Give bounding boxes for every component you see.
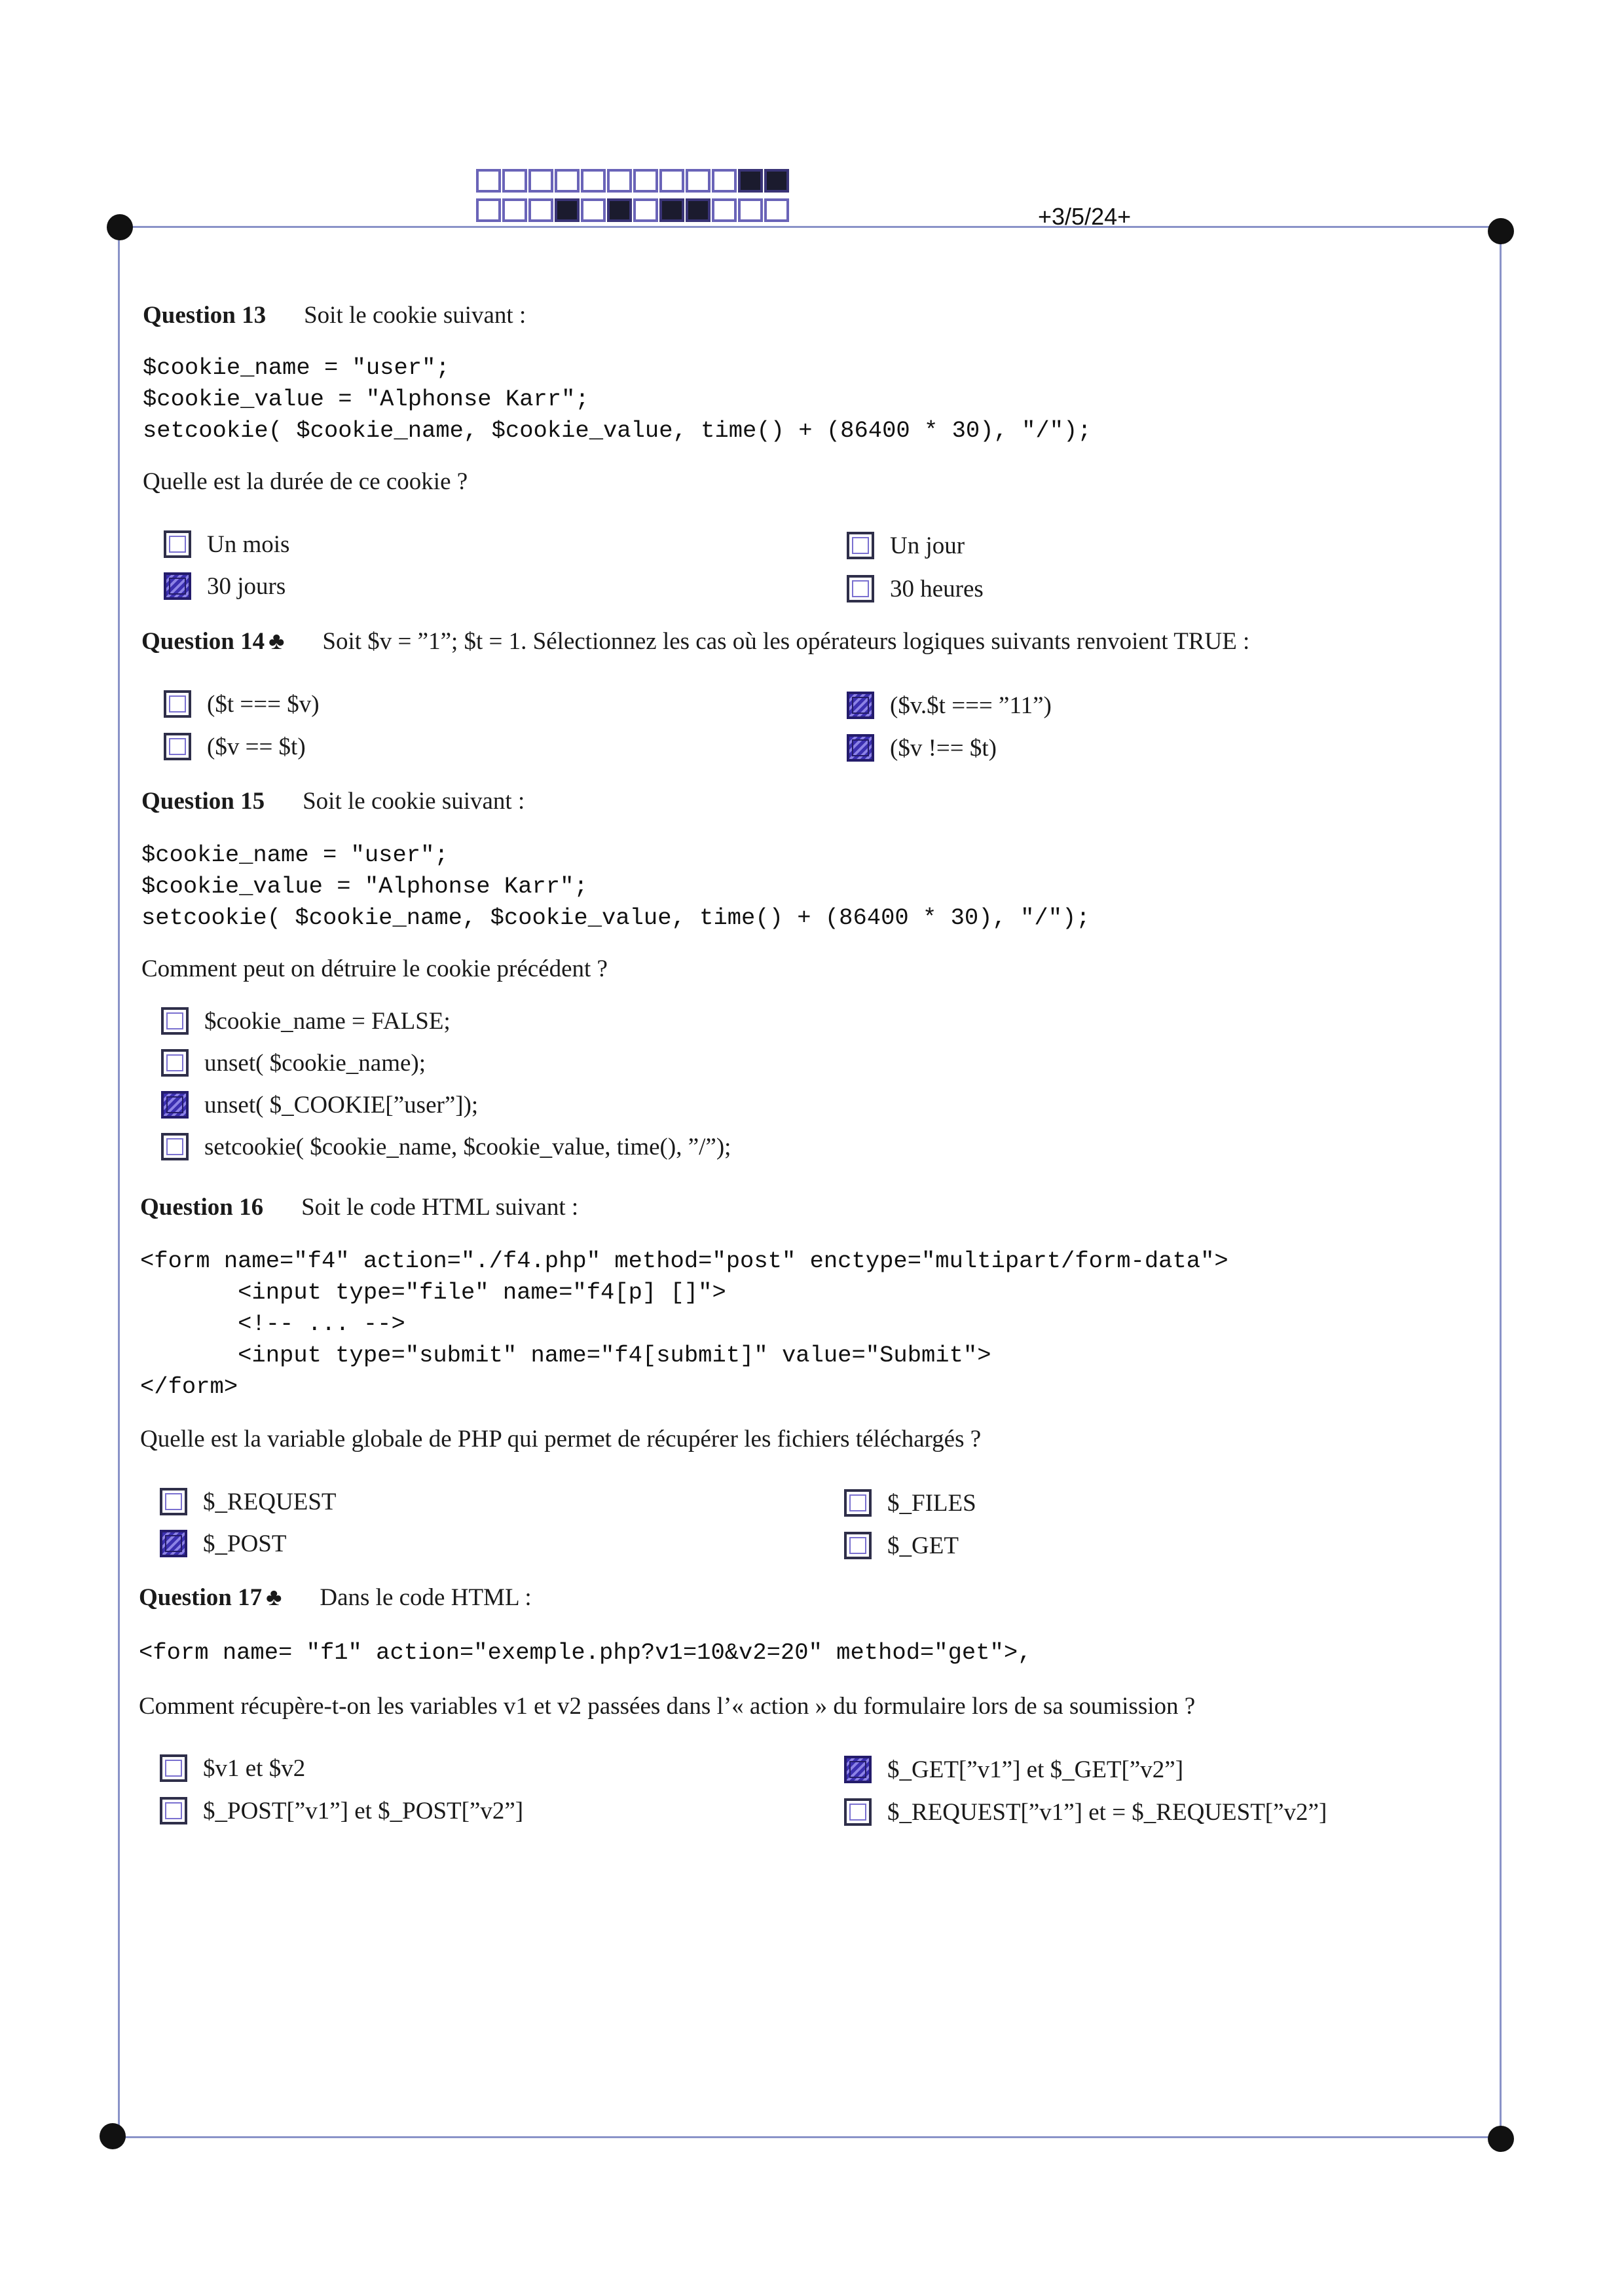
barcode-cell-filled: [607, 198, 632, 222]
checkbox-checked[interactable]: [844, 1756, 872, 1783]
question-13-option-4[interactable]: [847, 572, 984, 605]
option-label: $_REQUEST[”v1”] et = $_REQUEST[”v2”]: [887, 1798, 1327, 1826]
question-text: Dans le code HTML :: [320, 1584, 532, 1611]
barcode-cell-filled: [738, 169, 763, 193]
checkbox-checked[interactable]: [161, 1091, 189, 1119]
checkbox[interactable]: [847, 575, 874, 602]
checkbox[interactable]: [160, 1754, 187, 1782]
question-16-prompt: Quelle est la variable globale de PHP qui permet de récupérer les fichiers téléchargés ?: [140, 1426, 982, 1453]
option-label: Un jour: [890, 532, 965, 559]
checkbox[interactable]: [164, 690, 191, 718]
checkbox[interactable]: [847, 532, 874, 559]
frame-right-line: [1500, 229, 1502, 2136]
question-number: Question 13: [143, 302, 267, 329]
question-15-header: [141, 787, 525, 815]
barcode-cell-empty: [528, 169, 553, 193]
question-13-option-3[interactable]: [847, 529, 965, 562]
checkbox[interactable]: [844, 1798, 872, 1826]
question-number: Question 15: [141, 788, 265, 815]
barcode-cell-empty: [686, 169, 710, 193]
page-id: +3/5/24+: [1038, 203, 1132, 230]
barcode-cell-empty: [659, 169, 684, 193]
question-16-option-4[interactable]: [844, 1529, 959, 1562]
question-number: Question 14 ♣: [141, 628, 285, 655]
barcode-cell-empty: [738, 198, 763, 222]
option-label: Un mois: [207, 530, 290, 558]
barcode-cell-empty: [502, 198, 527, 222]
barcode-row-1: [476, 169, 790, 193]
question-16-option-3[interactable]: [844, 1487, 976, 1519]
question-13-prompt: Quelle est la durée de ce cookie ?: [143, 468, 468, 495]
question-text: Soit le code HTML suivant :: [301, 1194, 579, 1221]
question-15-option-2[interactable]: [161, 1046, 426, 1079]
barcode-cell-empty: [712, 169, 737, 193]
club-icon: ♣: [268, 628, 285, 655]
checkbox-checked[interactable]: [847, 734, 874, 762]
barcode-cell-empty: [528, 198, 553, 222]
registration-dot-top-left: [107, 214, 133, 240]
option-label: ($v.$t === ”11”): [890, 692, 1052, 719]
question-14-option-3[interactable]: [847, 689, 1052, 722]
question-16-code: <form name="f4" action="./f4.php" method="post" enctype="multipart/form-data"> <input type="file" name="f4[p] []"> <!-- ... --> <input type="submit" name="f4[submit]" value="Submit"> </form>: [140, 1248, 1228, 1400]
question-text: Soit le cookie suivant :: [304, 302, 526, 329]
checkbox[interactable]: [164, 530, 191, 558]
checkbox[interactable]: [160, 1488, 187, 1515]
option-label: $_GET: [887, 1532, 959, 1559]
checkbox[interactable]: [161, 1133, 189, 1160]
question-14-option-2[interactable]: [164, 730, 306, 763]
barcode-cell-empty: [607, 169, 632, 193]
question-17-header: [139, 1583, 532, 1612]
checkbox-checked[interactable]: [847, 692, 874, 719]
question-text: Soit le cookie suivant :: [303, 788, 525, 815]
question-13-option-2[interactable]: [164, 570, 286, 602]
registration-dot-bottom-left: [100, 2123, 126, 2149]
option-label: ($t === $v): [207, 690, 320, 718]
question-17-option-2[interactable]: [160, 1794, 523, 1827]
checkbox[interactable]: [160, 1797, 187, 1824]
question-13-header: [143, 301, 526, 329]
option-label: setcookie( $cookie_name, $cookie_value, time(), ”/”);: [204, 1133, 731, 1160]
question-15-option-4[interactable]: [161, 1130, 731, 1163]
question-13-option-1[interactable]: [164, 528, 289, 561]
frame-bottom-line: [113, 2136, 1502, 2138]
question-number: Question 17 ♣: [139, 1584, 282, 1611]
option-label: unset( $cookie_name);: [204, 1049, 426, 1077]
checkbox[interactable]: [161, 1049, 189, 1077]
question-text: Soit $v = ”1”; $t = 1. Sélectionnez les cas où les opérateurs logiques suivants renvoient TRUE :: [322, 628, 1250, 655]
barcode-cell-empty: [555, 169, 580, 193]
question-16-option-2[interactable]: [160, 1527, 286, 1560]
question-number: Question 16: [140, 1194, 264, 1221]
question-17-code: <form name= "f1" action="exemple.php?v1=10&v2=20" method="get">,: [139, 1639, 1032, 1666]
option-label: unset( $_COOKIE[”user”]);: [204, 1091, 479, 1119]
question-16-option-1[interactable]: [160, 1485, 337, 1518]
barcode-cell-empty: [764, 198, 789, 222]
option-label: $v1 et $v2: [203, 1754, 306, 1782]
frame-top-line: [120, 226, 1502, 228]
question-15-option-3[interactable]: [161, 1088, 478, 1121]
question-13-code: $cookie_name = "user"; $cookie_value = "Alphonse Karr"; setcookie( $cookie_name, $cookie_value, time() + (86400 * 30), "/");: [143, 354, 1092, 444]
question-15-prompt: Comment peut on détruire le cookie précédent ?: [141, 955, 608, 982]
registration-dot-top-right: [1488, 218, 1514, 244]
barcode-cell-empty: [581, 198, 606, 222]
option-label: $_POST: [203, 1530, 287, 1557]
question-16-header: [140, 1193, 578, 1221]
option-label: 30 heures: [890, 575, 984, 602]
checkbox[interactable]: [161, 1007, 189, 1035]
checkbox-checked[interactable]: [160, 1530, 187, 1557]
registration-dot-bottom-right: [1488, 2126, 1514, 2152]
frame-left-line: [118, 226, 120, 2136]
option-label: $_GET[”v1”] et $_GET[”v2”]: [887, 1756, 1184, 1783]
barcode-cell-filled: [686, 198, 710, 222]
barcode-cell-empty: [712, 198, 737, 222]
question-17-option-1[interactable]: [160, 1752, 305, 1785]
option-label: $_REQUEST: [203, 1488, 337, 1515]
option-label: ($v == $t): [207, 733, 306, 760]
checkbox-checked[interactable]: [164, 572, 191, 600]
barcode-cell-empty: [633, 198, 658, 222]
option-label: $_POST[”v1”] et $_POST[”v2”]: [203, 1797, 524, 1824]
question-17-prompt: Comment récupère-t-on les variables v1 et v2 passées dans l’« action » du formulaire lors de sa soumission ?: [139, 1693, 1196, 1720]
option-label: ($v !== $t): [890, 734, 997, 762]
question-14-header: [141, 627, 1249, 656]
barcode-cell-empty: [633, 169, 658, 193]
barcode-cell-empty: [476, 198, 501, 222]
checkbox[interactable]: [844, 1489, 872, 1517]
checkbox[interactable]: [844, 1532, 872, 1559]
question-14-option-1[interactable]: [164, 688, 320, 720]
barcode-row-2: [476, 198, 790, 222]
club-icon: ♣: [266, 1584, 282, 1611]
question-17-option-4[interactable]: [844, 1796, 1327, 1828]
barcode-cell-filled: [659, 198, 684, 222]
checkbox[interactable]: [164, 733, 191, 760]
question-14-option-4[interactable]: [847, 731, 997, 764]
question-17-option-3[interactable]: [844, 1753, 1183, 1786]
question-15-option-1[interactable]: [161, 1005, 451, 1037]
barcode-cell-filled: [764, 169, 789, 193]
barcode-cell-filled: [555, 198, 580, 222]
barcode-cell-empty: [502, 169, 527, 193]
option-label: $_FILES: [887, 1489, 976, 1517]
barcode-cell-empty: [581, 169, 606, 193]
question-15-code: $cookie_name = "user"; $cookie_value = "Alphonse Karr"; setcookie( $cookie_name, $cookie_value, time() + (86400 * 30), "/");: [141, 842, 1090, 931]
option-label: 30 jours: [207, 572, 286, 600]
barcode-cell-empty: [476, 169, 501, 193]
option-label: $cookie_name = FALSE;: [204, 1007, 451, 1035]
